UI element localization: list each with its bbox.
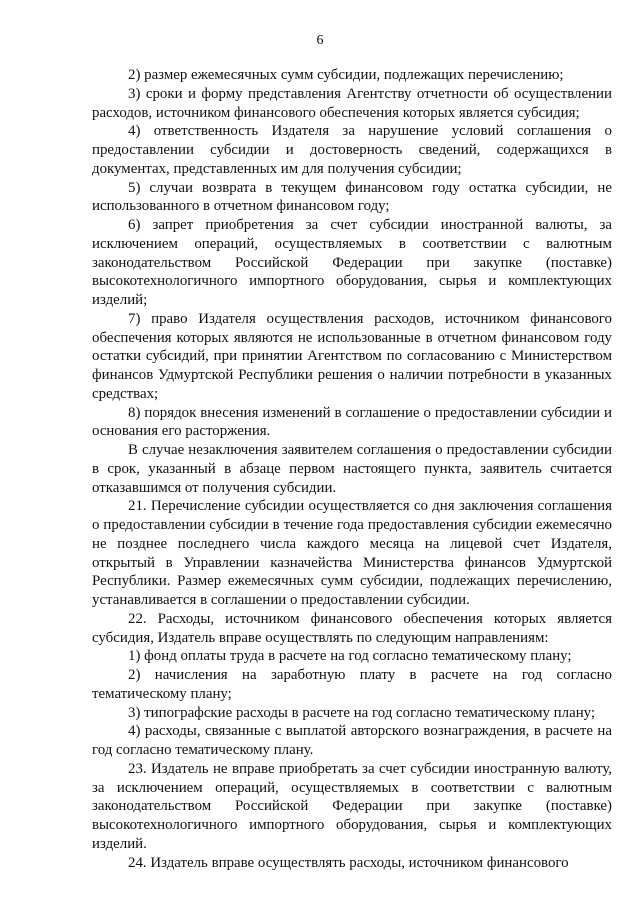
paragraph-non-conclusion: В случае незаключения заявителем соглашения о предоставлении субсидии в срок, указанный в абзаце первом настоящего пункта, заявитель считается отказавшимся от получения субсидии.	[92, 442, 612, 496]
paragraph-item-3: 3) сроки и форму представления Агентству отчетности об осуществлении расходов, источником финансового обеспечения которых является субсидия;	[92, 85, 612, 121]
paragraph-item-8: 8) порядок внесения изменений в соглашение о предоставлении субсидии и основания его расторжения.	[92, 404, 612, 440]
paragraph-direction-2: 2) начисления на заработную плату в расчете на год согласно тематическому плану;	[92, 667, 612, 702]
paragraph-item-6: 6) запрет приобретения за счет субсидии иностранной валюты, за исключением операций, осуществляемых в соответствии с валютным законодательством Российской Федерации при закупке (поставке) высокотехнологичного импортного оборудования, сырья и комплектующих изделий;	[92, 217, 612, 308]
paragraph-clause-22: 22. Расходы, источником финансового обеспечения которых является субсидия, Издатель вправе осуществлять по следующим направлениям:	[92, 610, 612, 646]
paragraph-item-2: 2) размер ежемесячных сумм субсидии, подлежащих перечислению;	[128, 67, 564, 83]
paragraph-clause-21: 21. Перечисление субсидии осуществляется со дня заключения соглашения о предоставлении субсидии в течение года предоставления субсидии ежемесячно не позднее последнего числа каждого месяца на лицевой счет Издателя, открытый в Управлении казначейства Министерства финансов Удмуртской Республики. Размер ежемесячных сумм субсидии, подлежащих перечислению, устанавливается в соглашении о предоставлении субсидии.	[92, 498, 612, 608]
paragraph-item-7: 7) право Издателя осуществления расходов, источником финансового обеспечения которых являются не использованные в отчетном финансовом году остатки субсидий, при принятии Агентством по согласованию с Министерством финансов Удмуртской Республики решения о наличии потребности в указанных средствах;	[92, 310, 612, 402]
paragraph-item-4: 4) ответственность Издателя за нарушение условий соглашения о предоставлении субсидии и достоверность сведений, содержащихся в документах, представленных им для получения субсидии;	[92, 123, 612, 177]
paragraph-direction-3: 3) типографские расходы в расчете на год согласно тематическому плану;	[128, 704, 596, 721]
paragraph-clause-23: 23. Издатель не вправе приобретать за счет субсидии иностранную валюту, за исключением операций, осуществляемых в соответствии с валютным законодательством Российской Федерации при закупке (поставке) высокотехнологичного импортного оборудования, сырья и комплектующих изделий.	[92, 760, 612, 852]
paragraph-direction-1: 1) фонд оплаты труда в расчете на год согласно тематическому плану;	[128, 648, 572, 665]
paragraph-item-5: 5) случаи возврата в текущем финансовом году остатка субсидии, не использованного в отчетном финансовом году;	[92, 179, 612, 215]
page-number: 6	[316, 33, 324, 48]
document-body	[92, 66, 612, 872]
paragraph-direction-4: 4) расходы, связанные с выплатой авторского вознаграждения, в расчете на год согласно тематическому плану.	[92, 723, 612, 758]
paragraph-clause-24: 24. Издатель вправе осуществлять расходы, источником финансового	[128, 854, 569, 871]
